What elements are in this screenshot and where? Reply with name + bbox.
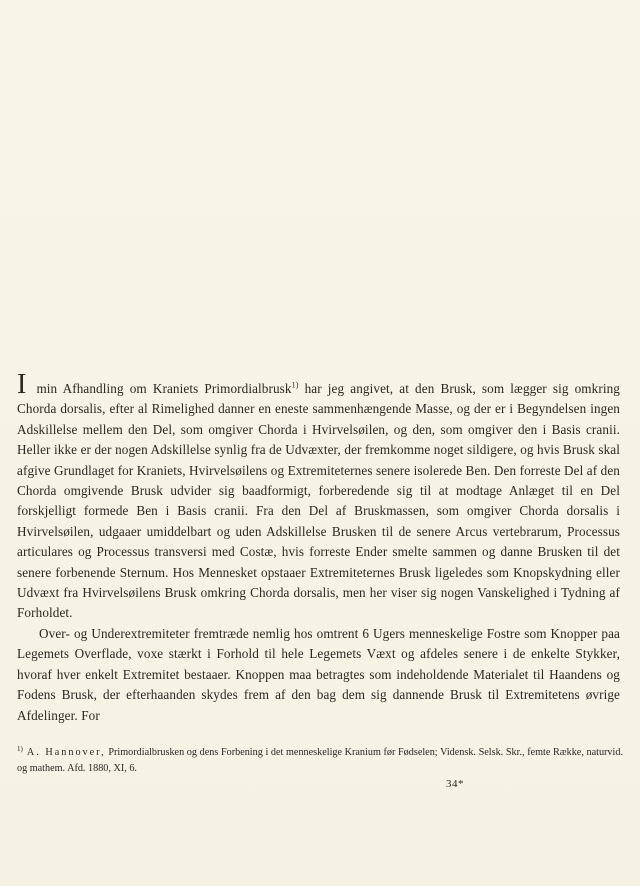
paragraph-1 <box>17 369 620 624</box>
drop-initial: I <box>17 369 27 400</box>
signature-mark: 34* <box>446 778 464 790</box>
paragraph-1-text-a: min Afhandling om Kraniets Primordialbrusk <box>36 381 292 396</box>
footnote-mark: 1) <box>17 744 23 753</box>
paragraph-2: Over- og Underextremiteter fremtræde nemlig hos omtrent 6 Ugers menneskelige Fostre som Knopper paa Legemets Overflade, voxe stærkt i Forhold til hele Legemets Væxt og afdeles senere i de enkelte Stykker, hvoraf hver enkelt Extremitet bestaaer. Knoppen maa betragtes som indeholdende Materialet til Haandens og Fodens Brusk, der efterhaanden skydes frem af den bag dem sig dannende Brusk til Extremitetens øvrige Afdelinger. For <box>17 625 620 723</box>
paragraph-1-text-b: har jeg angivet, at den Brusk, som lægger sig omkring Chorda dorsalis, efter al Rimelighed danner en eneste sammenhængende Masse, og der er i Begyndelsen ingen Adskillelse mellem den Del, som omgiver Chorda i Hvirvelsøilen, og den, som omgiver den i Basis cranii. Heller ikke er der nogen Adskillelse synlig fra de Udvæxter, der fremkomme noget sildigere, og hvis Brusk skal afgive Grundlaget for Kraniets, Hvirvelsøilens og Extremiteternes senere isolerede Ben. Den forreste Del af den Chorda omgivende Brusk udvider sig baadformigt, forberedende sig til at modtage Anlæget til en Del forskjelligt formede Ben i Basis cranii. Fra den Del af Bruskmassen, som omgiver Chorda dorsalis i Hvirvelsøilen, udgaaer umiddelbart og uden Adskillelse Brusken til de senere Arcus vertebrarum, Processus articulares og Processus transversi med Costæ, hvis forreste Ender smelte sammen og danne Brusken til det senere forbenende Sternum. Hos Mennesket opstaaer Extremiteternes Brusk ligeledes som Knopskydning eller Udvæxt fra Hvirvelsøilens Brusk omkring Chorda dorsalis, men her viser sig nogen Vanskelighed i Tydning af Forholdet. <box>17 381 620 621</box>
footnote-reference: 1) <box>291 380 299 390</box>
footnote <box>17 745 623 776</box>
footnote-text: Primordialbrusken og dens Forbening i det menneskelige Kranium før Fødselen; Vidensk. Selsk. Skr., femte Række, naturvid. og mathem. Afd. 1880, XI, 6. <box>17 747 623 774</box>
body-text <box>17 369 620 726</box>
footnote-author: A. Hannover, <box>26 747 106 758</box>
